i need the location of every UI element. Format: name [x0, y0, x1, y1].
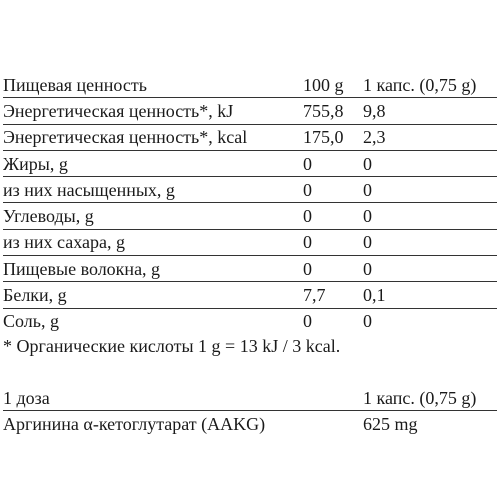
value-per-serving: 0	[363, 229, 497, 255]
dose-amount-header: 1 капс. (0,75 g)	[363, 385, 497, 411]
table-row	[3, 411, 497, 437]
nutrient-name: Белки, g	[3, 282, 303, 308]
nutrient-name: Энергетическая ценность*, kcal	[3, 124, 303, 150]
per-100g-header: 100 g	[303, 72, 363, 98]
value-per-serving: 2,3	[363, 124, 497, 150]
value-per-serving: 0	[363, 177, 497, 203]
nutrient-name: Энергетическая ценность*, kJ	[3, 98, 303, 124]
nutrient-name: Жиры, g	[3, 150, 303, 176]
value-per-serving: 0	[363, 150, 497, 176]
value-per-100g: 0	[303, 203, 363, 229]
value-per-100g: 175,0	[303, 124, 363, 150]
table-row	[3, 203, 497, 229]
value-per-100g: 755,8	[303, 98, 363, 124]
value-per-100g: 7,7	[303, 282, 363, 308]
table-row	[3, 98, 497, 124]
nutrient-name: Соль, g	[3, 311, 59, 332]
ingredient-name: Аргинина α-кетоглутарат (AAKG)	[3, 413, 266, 434]
nutrition-table	[3, 72, 497, 334]
ingredient-amount: 625 mg	[363, 413, 418, 434]
value-per-serving: 0	[363, 311, 372, 332]
table-row	[3, 177, 497, 203]
value-per-serving: 0,1	[363, 282, 497, 308]
table-row	[3, 124, 497, 150]
value-per-serving: 0	[363, 203, 497, 229]
nutrition-label	[3, 72, 497, 437]
value-per-100g: 0	[303, 229, 363, 255]
dose-label: 1 доза	[3, 385, 363, 411]
value-per-serving: 0	[363, 256, 497, 282]
table-row	[3, 282, 497, 308]
section-spacer	[3, 359, 497, 385]
table-row	[3, 308, 497, 334]
value-per-100g: 0	[303, 311, 312, 332]
nutrient-name: Пищевые волокна, g	[3, 256, 303, 282]
nutrient-name: из них насыщенных, g	[3, 177, 303, 203]
table-row	[3, 229, 497, 255]
nutrient-name: Углеводы, g	[3, 203, 303, 229]
nutrient-name: из них сахара, g	[3, 229, 303, 255]
energy-footnote: * Органические кислоты 1 g = 13 kJ / 3 kcal.	[3, 335, 341, 356]
value-per-serving: 9,8	[363, 98, 497, 124]
table-row	[3, 150, 497, 176]
value-per-100g: 0	[303, 177, 363, 203]
per-serving-header: 1 капс. (0,75 g)	[363, 72, 497, 98]
nutrition-header-row	[3, 72, 497, 98]
dose-header-row	[3, 385, 497, 411]
table-row	[3, 256, 497, 282]
value-per-100g: 0	[303, 256, 363, 282]
value-per-100g: 0	[303, 150, 363, 176]
dose-table	[3, 385, 497, 437]
nutrition-title: Пищевая ценность	[3, 72, 303, 98]
